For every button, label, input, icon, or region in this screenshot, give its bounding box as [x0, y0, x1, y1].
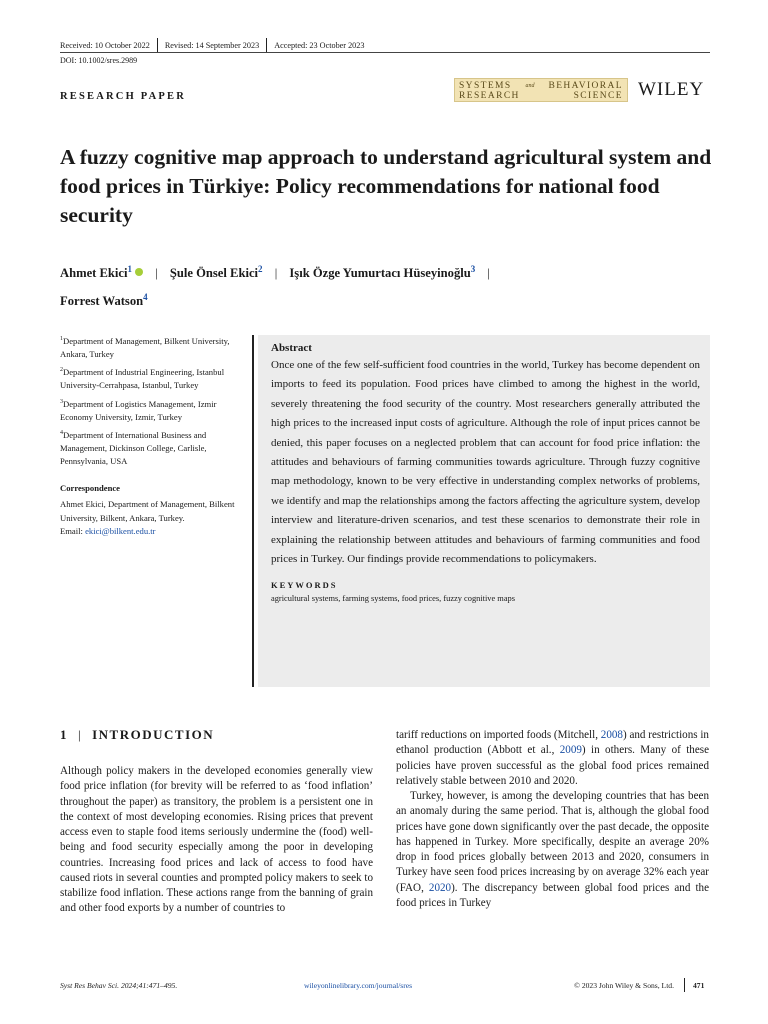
body-column-left — [60, 764, 373, 917]
article-title: A fuzzy cognitive map approach to understand agricultural system and food prices in Türkiye: Policy recommendations for national food security — [60, 145, 712, 227]
divider — [266, 38, 267, 52]
citation-link[interactable]: 2008 — [600, 729, 623, 741]
orcid-icon[interactable] — [135, 268, 143, 276]
body-column-right — [396, 728, 709, 911]
journal-url[interactable]: wileyonlinelibrary.com/journal/sres — [304, 981, 413, 990]
divider — [684, 978, 685, 992]
page-number: 471 — [693, 981, 705, 990]
affiliation: $^1$Department of Management, Bilkent University, Ankara, Turkey — [60, 335, 230, 360]
revised-date: Revised: 14 September 2023 — [164, 40, 260, 50]
article-dates — [60, 38, 364, 52]
affiliations — [60, 333, 245, 538]
section-heading: 1 | INTRODUCTION — [60, 727, 215, 742]
citation-link[interactable]: 2009 — [559, 744, 582, 757]
divider — [157, 38, 158, 52]
keywords-heading: KEYWORDS — [271, 580, 338, 591]
abstract-rule — [252, 335, 254, 687]
header-rule — [60, 52, 710, 53]
copyright: © 2023 John Wiley & Sons, Ltd. — [574, 981, 674, 990]
logo-word: SCIENCE — [573, 91, 623, 101]
correspondence-email: Email: ekici@bilkent.edu.tr — [60, 525, 156, 536]
keywords: agricultural systems, farming systems, food prices, fuzzy cognitive maps — [271, 594, 515, 604]
affiliation: $^3$Department of Logistics Management, Izmir Economy University, Izmir, Turkey — [60, 398, 217, 422]
journal-logo — [454, 78, 628, 102]
logo-word: RESEARCH — [459, 91, 520, 101]
affiliation: $^4$Department of International Business and Management, Dickinson College, Carlisle, Pennsylvania, USA — [60, 429, 207, 467]
affiliation: $^2$Department of Industrial Engineering, Istanbul University-Cerrahpasa, Istanbul, Turkey — [60, 367, 225, 391]
author-separator: | — [487, 266, 490, 281]
journal-citation: Syst Res Behav Sci. 2024;41:471–495. — [60, 981, 178, 990]
paragraph: Although policy makers in the developed economies generally view food price inflation (for brevity will be referred to as ‘food inflation’ throughout the paper) as transitory, the problem is a persistent one in the context of most developing economies. Rising prices that prevent access even to staple food items seriously undermine the (food) well-being and food security especially among the poor in developing countries. Increasing food prices and lack of access to food have caused riots in several counties and prompted policy makers to seek to stabilize food inflation. These actions range from the banning of grain and other food exports by a number of countries to — [60, 765, 373, 915]
publisher-logo: WILEY — [638, 79, 705, 100]
article-type: RESEARCH PAPER — [60, 91, 186, 102]
abstract — [258, 335, 710, 687]
author-separator: | — [274, 266, 278, 281]
logo-word: BEHAVIORAL — [548, 81, 623, 91]
email-link[interactable]: ekici@bilkent.edu.tr — [85, 525, 156, 536]
page-footer — [60, 981, 710, 995]
abstract-text: Once one of the few self-sufficient food countries in the world, Turkey has become dependent on imports to feed its population. Food prices have climbed to among the highest in the world, severely threatening the food security of the country. Most researchers generally attributed the high prices to the increased input costs of agriculture. Although the role of input prices cannot be denied, this paper focuses on a neglected problem that can account for food price inflation: the attitudes and behaviours of farming communities towards agriculture. Through fuzzy cognitive map methodology, known to be very effective in understanding complex networks of problems, we identify and map the relationships among the factors affecting the agriculture system, develop interview and literature-driven scenarios, and test these scenarios to demonstrate their role in explaining the relationship between attitudes and behaviours of farming communities and food prices in Turkey. Our findings provide recommendations to policymakers. — [271, 359, 700, 566]
doi[interactable]: DOI: 10.1002/sres.2989 — [60, 56, 138, 65]
accepted-date: Accepted: 23 October 2023 — [274, 40, 365, 50]
author[interactable]: Şule Önsel Ekici$^2$ — [169, 264, 263, 281]
paragraph: tariff reductions on imported foods (Mitchell, 2008) and restrictions in ethanol production (Abbott et al., 2009) in others. Many of these policies have proven successful as the global food prices remained relatively stable between 2010 and 2020. — [396, 729, 709, 787]
received-date: Received: 10 October 2022 — [60, 40, 150, 50]
correspondence-text: Ahmet Ekici, Department of Management, Bilkent University, Bilkent, Ankara, Turkey. — [60, 499, 235, 523]
abstract-heading: Abstract — [271, 342, 312, 354]
logo-word: SYSTEMS — [459, 81, 512, 91]
logo-word: and — [525, 83, 535, 89]
author-separator: | — [155, 266, 158, 281]
author-list — [60, 257, 700, 313]
author[interactable]: Işık Özge Yumurtacı Hüseyinoğlu$^3$ — [289, 264, 476, 281]
correspondence-heading: Correspondence — [60, 483, 120, 494]
citation-link[interactable]: 2020 — [428, 881, 452, 894]
author[interactable]: Forrest Watson$^4$ — [60, 292, 148, 309]
paragraph: Turkey, however, is among the developing countries that has been an anomaly during the same period. That is, although the global food prices have gone down significantly over the past decade, the opposite has happened in Turkey. More specifically, despite an average 20% drop in food prices globally between 2013 and 2020, consumers in Turkey have seen food prices increasing by on average 32% each year (FAO, 2020). The discrepancy between global food prices and the food prices in Turkey — [396, 790, 709, 909]
author[interactable]: Ahmet Ekici$^1$ — [60, 266, 143, 280]
